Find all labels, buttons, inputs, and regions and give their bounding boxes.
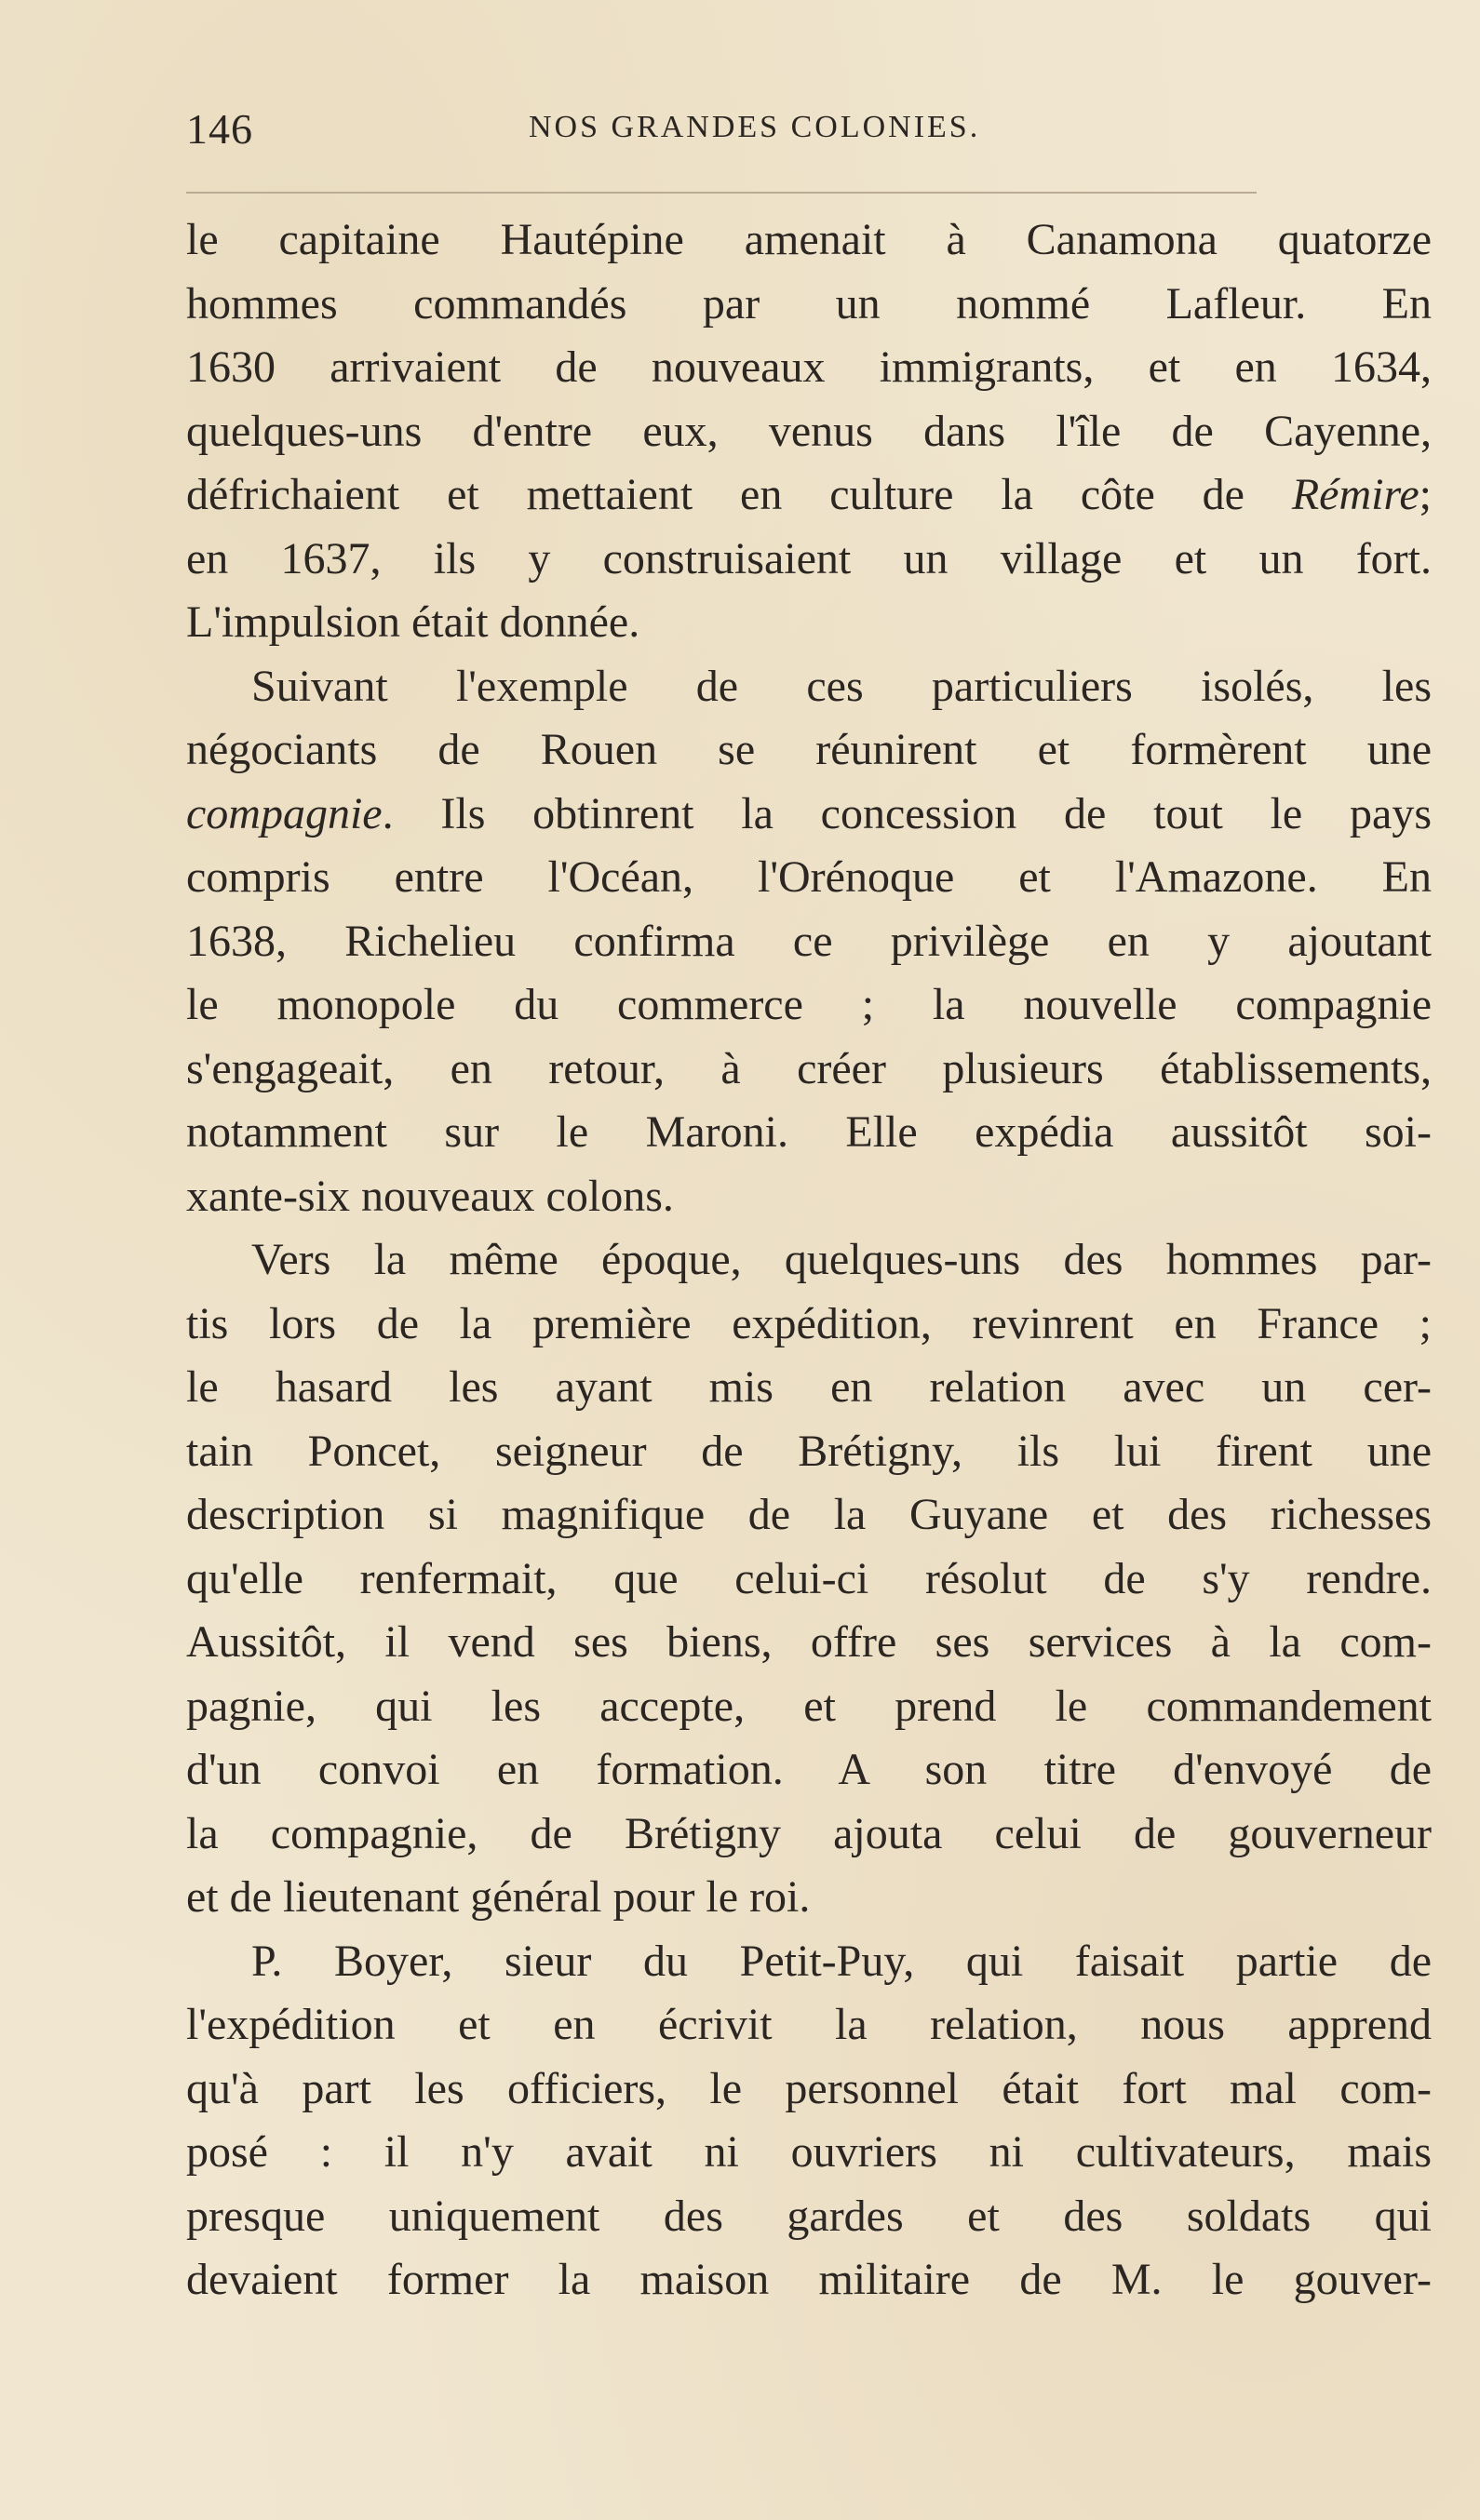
text-segment: la compagnie, de Brétigny ajouta celui de gouverneur bbox=[186, 1808, 1432, 1858]
paragraph bbox=[186, 208, 1432, 655]
header-rule bbox=[186, 192, 1257, 194]
text-line bbox=[186, 1228, 1432, 1293]
text-line bbox=[186, 273, 1432, 337]
text-segment: s'engageait, en retour, à créer plusieurs établissements, bbox=[186, 1043, 1432, 1093]
text-segment: xante-six nouveaux colons. bbox=[186, 1171, 674, 1221]
text-line bbox=[186, 1548, 1432, 1612]
text-line bbox=[186, 973, 1432, 1038]
text-line bbox=[186, 1738, 1432, 1803]
text-line bbox=[186, 910, 1432, 974]
text-segment: négociants de Rouen se réunirent et formèrent une bbox=[186, 725, 1432, 774]
text-line bbox=[186, 2058, 1432, 2122]
text-segment: défrichaient et mettaient en culture la côte de bbox=[186, 470, 1292, 519]
running-title: NOS GRANDES COLONIES. bbox=[529, 110, 981, 144]
text-segment: le hasard les ayant mis en relation avec un cer- bbox=[186, 1362, 1432, 1412]
text-line bbox=[186, 2248, 1432, 2312]
text-segment: le capitaine Hautépine amenait à Canamona quatorze bbox=[186, 215, 1432, 264]
text-segment: tis lors de la première expédition, revinrent en France ; bbox=[186, 1298, 1432, 1348]
text-segment: ; bbox=[1419, 470, 1432, 519]
text-line bbox=[186, 1483, 1432, 1548]
text-line bbox=[186, 2185, 1432, 2249]
text-line bbox=[186, 1803, 1432, 1867]
text-segment: . Ils obtinrent la concession de tout le pays bbox=[382, 788, 1432, 838]
text-segment: Vers la même époque, quelques-uns des hommes par- bbox=[251, 1235, 1432, 1284]
text-line bbox=[186, 1420, 1432, 1484]
text-segment: pagnie, qui les accepte, et prend le commandement bbox=[186, 1681, 1432, 1731]
text-segment: l'expédition et en écrivit la relation, nous apprend bbox=[186, 2000, 1432, 2049]
page-number: 146 bbox=[186, 105, 253, 153]
text-line bbox=[186, 846, 1432, 910]
text-segment: Suivant l'exemple de ces particuliers isolés, les bbox=[251, 661, 1432, 711]
text-line bbox=[186, 591, 1432, 655]
paragraph bbox=[186, 1228, 1432, 1930]
text-line bbox=[186, 718, 1432, 783]
text-segment: le monopole du commerce ; la nouvelle compagnie bbox=[186, 980, 1432, 1029]
text-segment: tain Poncet, seigneur de Brétigny, ils lui firent une bbox=[186, 1426, 1432, 1476]
text-segment: devaient former la maison militaire de M. le gouver- bbox=[186, 2255, 1432, 2304]
text-line bbox=[186, 336, 1432, 400]
text-line bbox=[186, 1611, 1432, 1675]
text-line bbox=[186, 400, 1432, 464]
text-segment: notamment sur le Maroni. Elle expédia aussitôt soi- bbox=[186, 1107, 1432, 1157]
text-segment: P. Boyer, sieur du Petit-Puy, qui faisait partie de bbox=[251, 1936, 1432, 1986]
text-segment: qu'elle renfermait, que celui-ci résolut de s'y rendre. bbox=[186, 1553, 1432, 1603]
text-segment: Aussitôt, il vend ses biens, offre ses services à la com- bbox=[186, 1617, 1432, 1667]
italic-term: Rémire bbox=[1291, 470, 1419, 519]
italic-term: compagnie bbox=[186, 788, 383, 838]
text-line bbox=[186, 1930, 1432, 1994]
text-segment: description si magnifique de la Guyane et des richesses bbox=[186, 1490, 1432, 1539]
text-segment: hommes commandés par un nommé Lafleur. En bbox=[186, 278, 1432, 328]
text-segment: presque uniquement des gardes et des soldats qui bbox=[186, 2191, 1432, 2241]
body-text bbox=[186, 208, 1432, 2312]
text-segment: qu'à part les officiers, le personnel était fort mal com- bbox=[186, 2063, 1432, 2113]
text-segment: L'impulsion était donnée. bbox=[186, 597, 640, 647]
paragraph bbox=[186, 1930, 1432, 2312]
text-line bbox=[186, 1165, 1432, 1229]
text-line bbox=[186, 463, 1432, 528]
paragraph bbox=[186, 655, 1432, 1229]
text-line bbox=[186, 655, 1432, 719]
text-segment: et de lieutenant général pour le roi. bbox=[186, 1872, 811, 1922]
text-segment: quelques-uns d'entre eux, venus dans l'île de Cayenne, bbox=[186, 406, 1432, 456]
text-segment: compris entre l'Océan, l'Orénoque et l'Amazone. En bbox=[186, 852, 1432, 902]
text-segment: 1638, Richelieu confirma ce privilège en y ajoutant bbox=[186, 916, 1432, 966]
text-line bbox=[186, 783, 1432, 847]
running-head bbox=[186, 104, 1368, 160]
text-line bbox=[186, 1038, 1432, 1102]
text-segment: 1630 arrivaient de nouveaux immigrants, et en 1634, bbox=[186, 342, 1432, 392]
text-line bbox=[186, 1993, 1432, 2058]
text-line bbox=[186, 2121, 1432, 2185]
text-line bbox=[186, 1293, 1432, 1357]
text-line bbox=[186, 1675, 1432, 1739]
text-line bbox=[186, 528, 1432, 592]
text-line bbox=[186, 1101, 1432, 1165]
text-segment: d'un convoi en formation. A son titre d'envoyé de bbox=[186, 1745, 1432, 1794]
text-line bbox=[186, 1866, 1432, 1930]
text-line bbox=[186, 208, 1432, 273]
text-segment: en 1637, ils y construisaient un village et un fort. bbox=[186, 533, 1432, 583]
text-line bbox=[186, 1356, 1432, 1420]
text-segment: posé : il n'y avait ni ouvriers ni cultivateurs, mais bbox=[186, 2127, 1432, 2177]
